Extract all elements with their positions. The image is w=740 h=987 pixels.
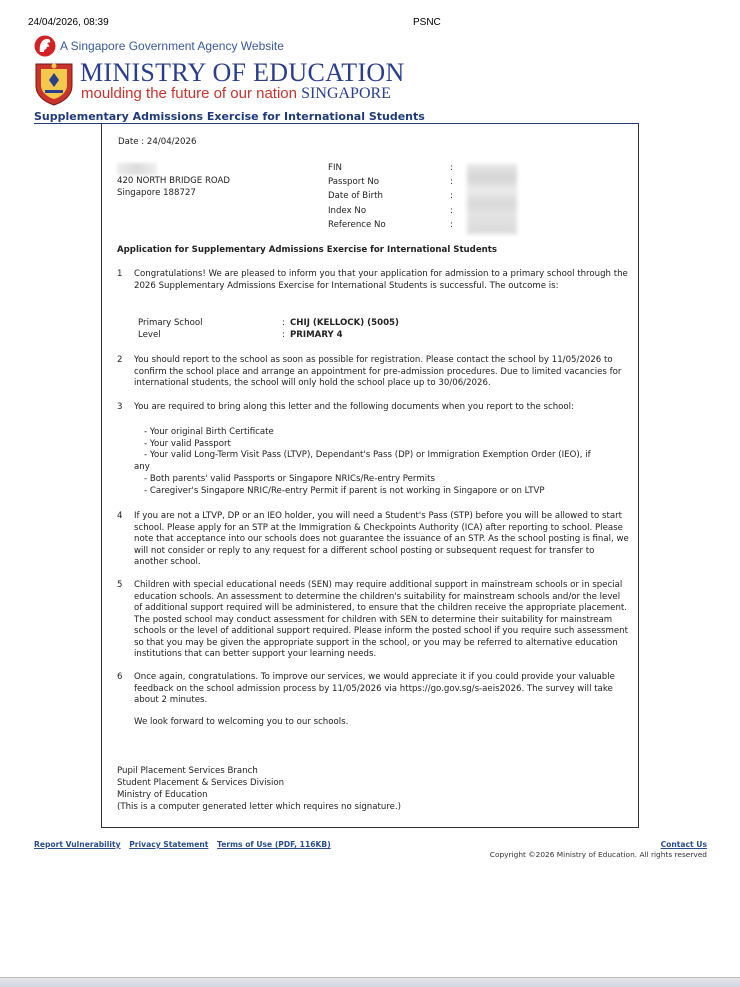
signature-line: Ministry of Education (117, 789, 208, 800)
id-sep: : (450, 163, 453, 173)
paragraph-text: If you are not a LTVP, DP or an IEO holder, you will need a Student's Pass (STP) before you will be allowed to start school. Please apply for an STP at the Immigration & Checkpoints Authority (ICA) after reporting to school. Please note that acceptance into our schools does not guarantee the issuance of an STP. As the school posting is final, we will not consider or reply to any request for a different school posting or subsequent request for transfer to another school. (134, 511, 629, 567)
outcome-label: Primary School (138, 318, 203, 328)
date-value: 24/04/2026 (146, 137, 197, 147)
footer-right (490, 840, 707, 859)
closing-line (117, 717, 630, 729)
id-label: Index No (328, 205, 367, 216)
id-row-passport (328, 177, 462, 191)
moe-logo[interactable] (33, 60, 413, 108)
id-sep: : (450, 205, 453, 216)
crest-icon (33, 60, 75, 106)
paragraph-text: Children with special educational needs (SEN) may require additional support in mainstream schools or in special education schools. An assessment to determine the children's suitability for mainstream schools and/or the level of additional support required will be administered, to ensure that the children receive the appropriate placement. The posted school may conduct assessment for children with SEN to determine their suitability for mainstream schools or the level of additional support required. Please inform the posted school if you require such assessment so that you may be given the appropriate support in the school, or you may be referred to alternative education institutions that can better support your learning needs. (134, 580, 628, 659)
paragraph-number: 3 (117, 402, 123, 412)
paragraph-number: 5 (117, 580, 123, 590)
signature-line: Student Placement & Services Division (117, 777, 285, 788)
outcome-sep: : (282, 330, 285, 340)
terms-of-use-link[interactable]: Terms of Use (PDF, 116KB) (217, 840, 331, 849)
outcome-sep: : (282, 318, 285, 328)
print-title: PSNC (413, 17, 441, 28)
paragraph-text: Congratulations! We are pleased to inform you that your application for admission to a primary school through the 2026 Supplementary Admissions Exercise for International Students is successful. The outcome is: (134, 269, 628, 291)
id-sep: : (450, 191, 453, 202)
window-bottom-bar (0, 977, 740, 987)
application-title: Application for Supplementary Admissions Exercise for International Students (117, 245, 497, 255)
letter-date (118, 137, 196, 149)
id-label: Date of Birth (328, 191, 383, 202)
redacted-name (117, 163, 157, 175)
report-vulnerability-link[interactable]: Report Vulnerability (34, 840, 121, 849)
documents-list (134, 427, 630, 497)
copyright: Copyright ©2026 Ministry of Education. All rights reserved (489, 850, 707, 859)
outcome-value: CHIJ (KELLOCK) (5005) (290, 318, 399, 328)
letter-panel (101, 123, 639, 828)
page-title: Supplementary Admissions Exercise for International Students (34, 110, 425, 123)
document-item: - Your valid Long-Term Visit Pass (LTVP), Dependant's Pass (DP) or Immigration Exemption Order (IEO), if (144, 450, 591, 461)
document-item: - Both parents' valid Passports or Singapore NRICs/Re-entry Permits (144, 473, 435, 484)
id-label: FIN (328, 163, 342, 173)
admission-outcome (138, 318, 399, 342)
paragraph-number: 1 (117, 269, 123, 279)
gov-banner (34, 34, 284, 58)
document-item: any (134, 462, 150, 473)
signature-line: (This is a computer generated letter which requires no signature.) (117, 801, 402, 812)
footer-links (34, 840, 337, 849)
paragraph-text: You are required to bring along this letter and the following documents when you report to the school: (134, 402, 574, 412)
closing-text: We look forward to welcoming you to our schools. (134, 717, 349, 727)
id-row-fin (328, 163, 462, 177)
address-line: 420 NORTH BRIDGE ROAD (117, 176, 231, 186)
paragraph-2 (117, 355, 630, 390)
paragraph-5 (117, 580, 630, 661)
id-row-reference (328, 220, 462, 234)
paragraph-number: 2 (117, 355, 123, 365)
id-label: Reference No (328, 219, 386, 230)
id-fields (328, 163, 462, 234)
document-item: - Your original Birth Certificate (144, 427, 274, 437)
id-sep: : (450, 219, 453, 230)
paragraph-4 (117, 511, 630, 569)
privacy-statement-link[interactable]: Privacy Statement (129, 840, 209, 849)
merlion-icon (34, 34, 56, 58)
gov-banner-text: A Singapore Government Agency Website (60, 39, 284, 53)
paragraph-number: 6 (117, 672, 123, 682)
id-label: Passport No (328, 177, 380, 188)
outcome-row-school (138, 318, 399, 330)
paragraph-1 (117, 269, 630, 292)
outcome-label: Level (138, 330, 161, 340)
paragraph-number: 4 (117, 511, 123, 521)
id-row-dob (328, 191, 462, 205)
recipient-address (117, 176, 230, 199)
moe-tagline (81, 85, 391, 103)
moe-name: MINISTRY OF EDUCATION (80, 58, 405, 87)
signature-block (117, 766, 401, 814)
contact-us-link[interactable]: Contact Us (660, 840, 707, 849)
outcome-value: PRIMARY 4 (290, 330, 343, 340)
document-item: - Your valid Passport (144, 438, 231, 449)
document-item: - Caregiver's Singapore NRIC/Re-entry Permit if parent is not working in Singapore or on LTVP (144, 485, 545, 496)
outcome-row-level (138, 330, 399, 342)
moe-tagline-text: moulding the future of our nation (81, 85, 297, 102)
print-header (0, 17, 740, 31)
signature-line: Pupil Placement Services Branch (117, 766, 258, 776)
id-sep: : (450, 177, 453, 188)
moe-country: SINGAPORE (301, 85, 391, 102)
redacted-ids (467, 164, 517, 234)
address-line: Singapore 188727 (117, 187, 196, 198)
paragraph-text: You should report to the school as soon as possible for registration. Please contact the school by 11/05/2026 to confirm the school place and arrange an appointment for pre-admission procedures. Due to limited vacancies for international students, the school will only hold the school place up to 30/06/2026. (134, 355, 622, 388)
date-label: Date : (118, 137, 145, 147)
paragraph-text: Once again, congratulations. To improve our services, we would appreciate it if you could provide your valuable feedback on the school admission process by 11/05/2026 via https://go.gov.sg/s-aeis2026. The survey will take about 2 minutes. (134, 672, 615, 705)
paragraph-6 (117, 672, 630, 707)
id-row-index (328, 206, 462, 220)
print-datetime: 24/04/2026, 08:39 (28, 17, 109, 28)
paragraph-3 (117, 402, 630, 414)
